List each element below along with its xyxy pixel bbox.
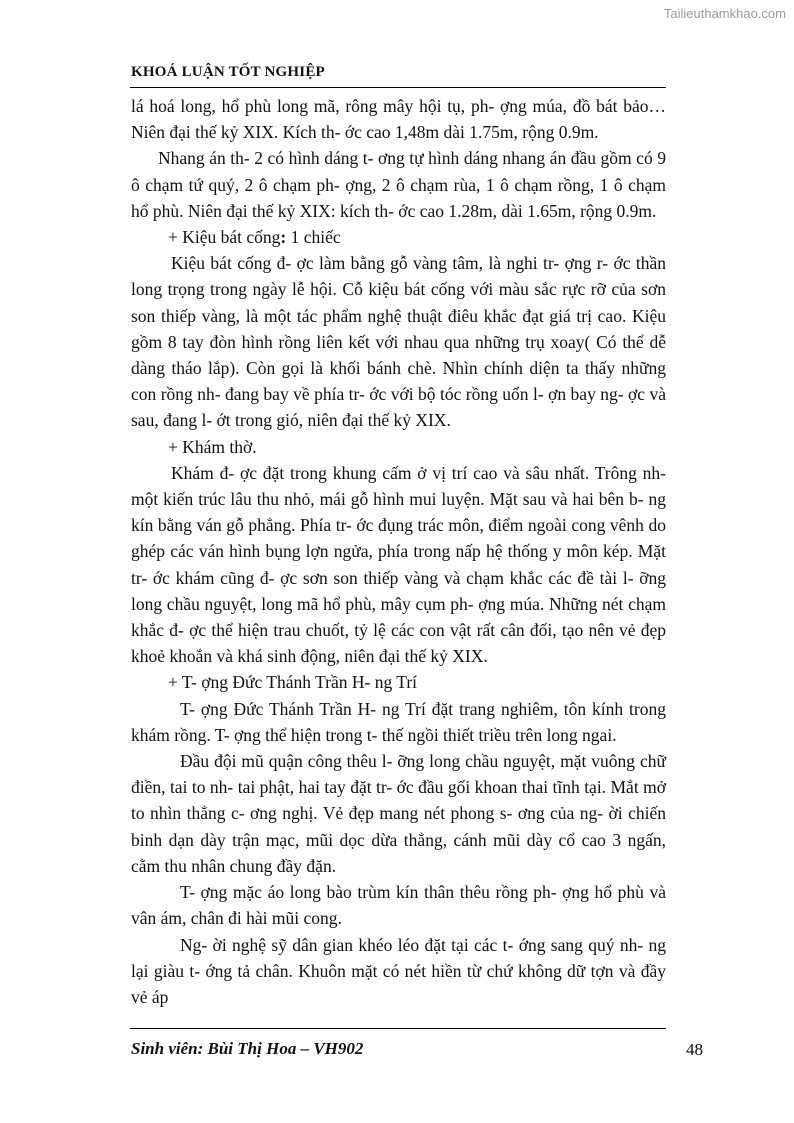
paragraph: Nhang án th- 2 có hình dáng t- ơng tự hình dáng nhang án đầu gồm có 9 ô chạm tứ quý, 2 ô chạm ph- ợng, 2 ô chạm rùa, 1 ô chạm rồng, 1 ô chạm hổ phù. Niên đại thế kỷ XIX: kích th- ớc cao 1.28m, dài 1.65m, rộng 0.9m. xyxy=(131,148,666,221)
section-heading xyxy=(131,224,666,250)
paragraph: lá hoá long, hổ phù long mã, rông mây hội tụ, ph- ợng múa, đồ bát bảo… Niên đại thế kỷ XIX. Kích th- ớc cao 1,48m dài 1.75m, rộng 0.9m. xyxy=(131,96,666,143)
section-heading-rest: 1 chiếc xyxy=(286,227,341,248)
page-number: 48 xyxy=(686,1040,703,1059)
paragraph: Kiệu bát cống đ- ợc làm bằng gỗ vàng tâm, là nghi tr- ợng r- ớc thần long trọng trong ngày lễ hội. Cỗ kiệu bát cống với màu sắc rực rỡ của sơn son thiếp vàng, là một tác phẩm nghệ thuật điêu khắc đạt giá trị cao. Kiệu gồm 8 tay đòn hình rồng liên kết với nhau qua những trụ xoay( Có thể dễ dàng tháo lắp). Còn gọi là khối bánh chè. Nhìn chính diện ta thấy những con rồng nh- đang bay về phía tr- ớc với bộ tóc rồng uốn l- ợn bay ng- ợc và sau, đang l- ớt trong gió, niên đại thế kỷ XIX. xyxy=(131,253,666,431)
watermark-text: Tailieuthamkhao.com xyxy=(663,6,786,21)
paragraph: T- ợng Đức Thánh Trần H- ng Trí đặt trang nghiêm, tôn kính trong khám rồng. T- ợng thể hiện trong t- thế ngồi thiết triều trên long ngai. xyxy=(131,698,666,745)
section-heading: + Khám thờ. xyxy=(168,436,257,457)
paragraph: Đầu đội mũ quận công thêu l- ỡng long chầu nguyệt, mặt vuông chữ điền, tai to nh- tai phật, hai tay đặt tr- ớc đầu gối khoan thai tĩnh tại. Mắt mở to nhìn thẳng c- ơng nghị. Vẻ đẹp mang nét phong s- ơng của ng- ời chiến binh dạn dày trận mạc, mũi dọc dừa thẳng, cánh mũi dày cổ cao 3 ngấn, cằm thu nhân chung đầy đặn. xyxy=(131,751,666,876)
paragraph: T- ợng mặc áo long bào trùm kín thân thêu rồng ph- ợng hổ phù và vân ám, chân đi hài mũi cong. xyxy=(131,882,666,929)
page-header-title: KHOÁ LUẬN TỐT NGHIỆP xyxy=(131,64,325,80)
footer-divider xyxy=(130,1028,666,1029)
section-heading-label: + Kiệu bát cống xyxy=(168,227,281,248)
header-divider xyxy=(130,87,666,88)
document-body xyxy=(131,93,666,1010)
paragraph: Khám đ- ợc đặt trong khung cấm ở vị trí cao và sâu nhất. Trông nh- một kiến trúc lâu thu nhỏ, mái gỗ hình mui luyện. Mặt sau và hai bên b- ng kín bằng ván gỗ phẳng. Phía tr- ớc đụng trác môn, điểm ngoài cong vênh do ghép các ván hình bụng lợn ngửa, phía trong nấp hệ thống y môn kép. Mặt tr- ớc khám cũng đ- ợc sơn son thiếp vàng và chạm khắc các đề tài l- ỡng long chầu nguyệt, long mã hổ phù, mây cụm ph- ợng múa. Những nét chạm khắc đ- ợc thể hiện trau chuốt, tỷ lệ các con vật rất cân đối, tạo nên vẻ đẹp khoẻ khoắn và khá sinh động, niên đại thế kỷ XIX. xyxy=(131,462,666,667)
section-heading-separator: : xyxy=(280,227,287,248)
paragraph: Ng- ời nghệ sỹ dân gian khéo léo đặt tại các t- ớng sang quý nh- ng lại giàu t- ớng tả chân. Khuôn mặt có nét hiền từ chứ không dữ tợn và đầy vẻ áp xyxy=(131,934,666,1007)
section-heading: + T- ợng Đức Thánh Trần H- ng Trí xyxy=(168,672,418,693)
footer-author: Sinh viên: Bùi Thị Hoa – VH902 xyxy=(131,1039,364,1058)
